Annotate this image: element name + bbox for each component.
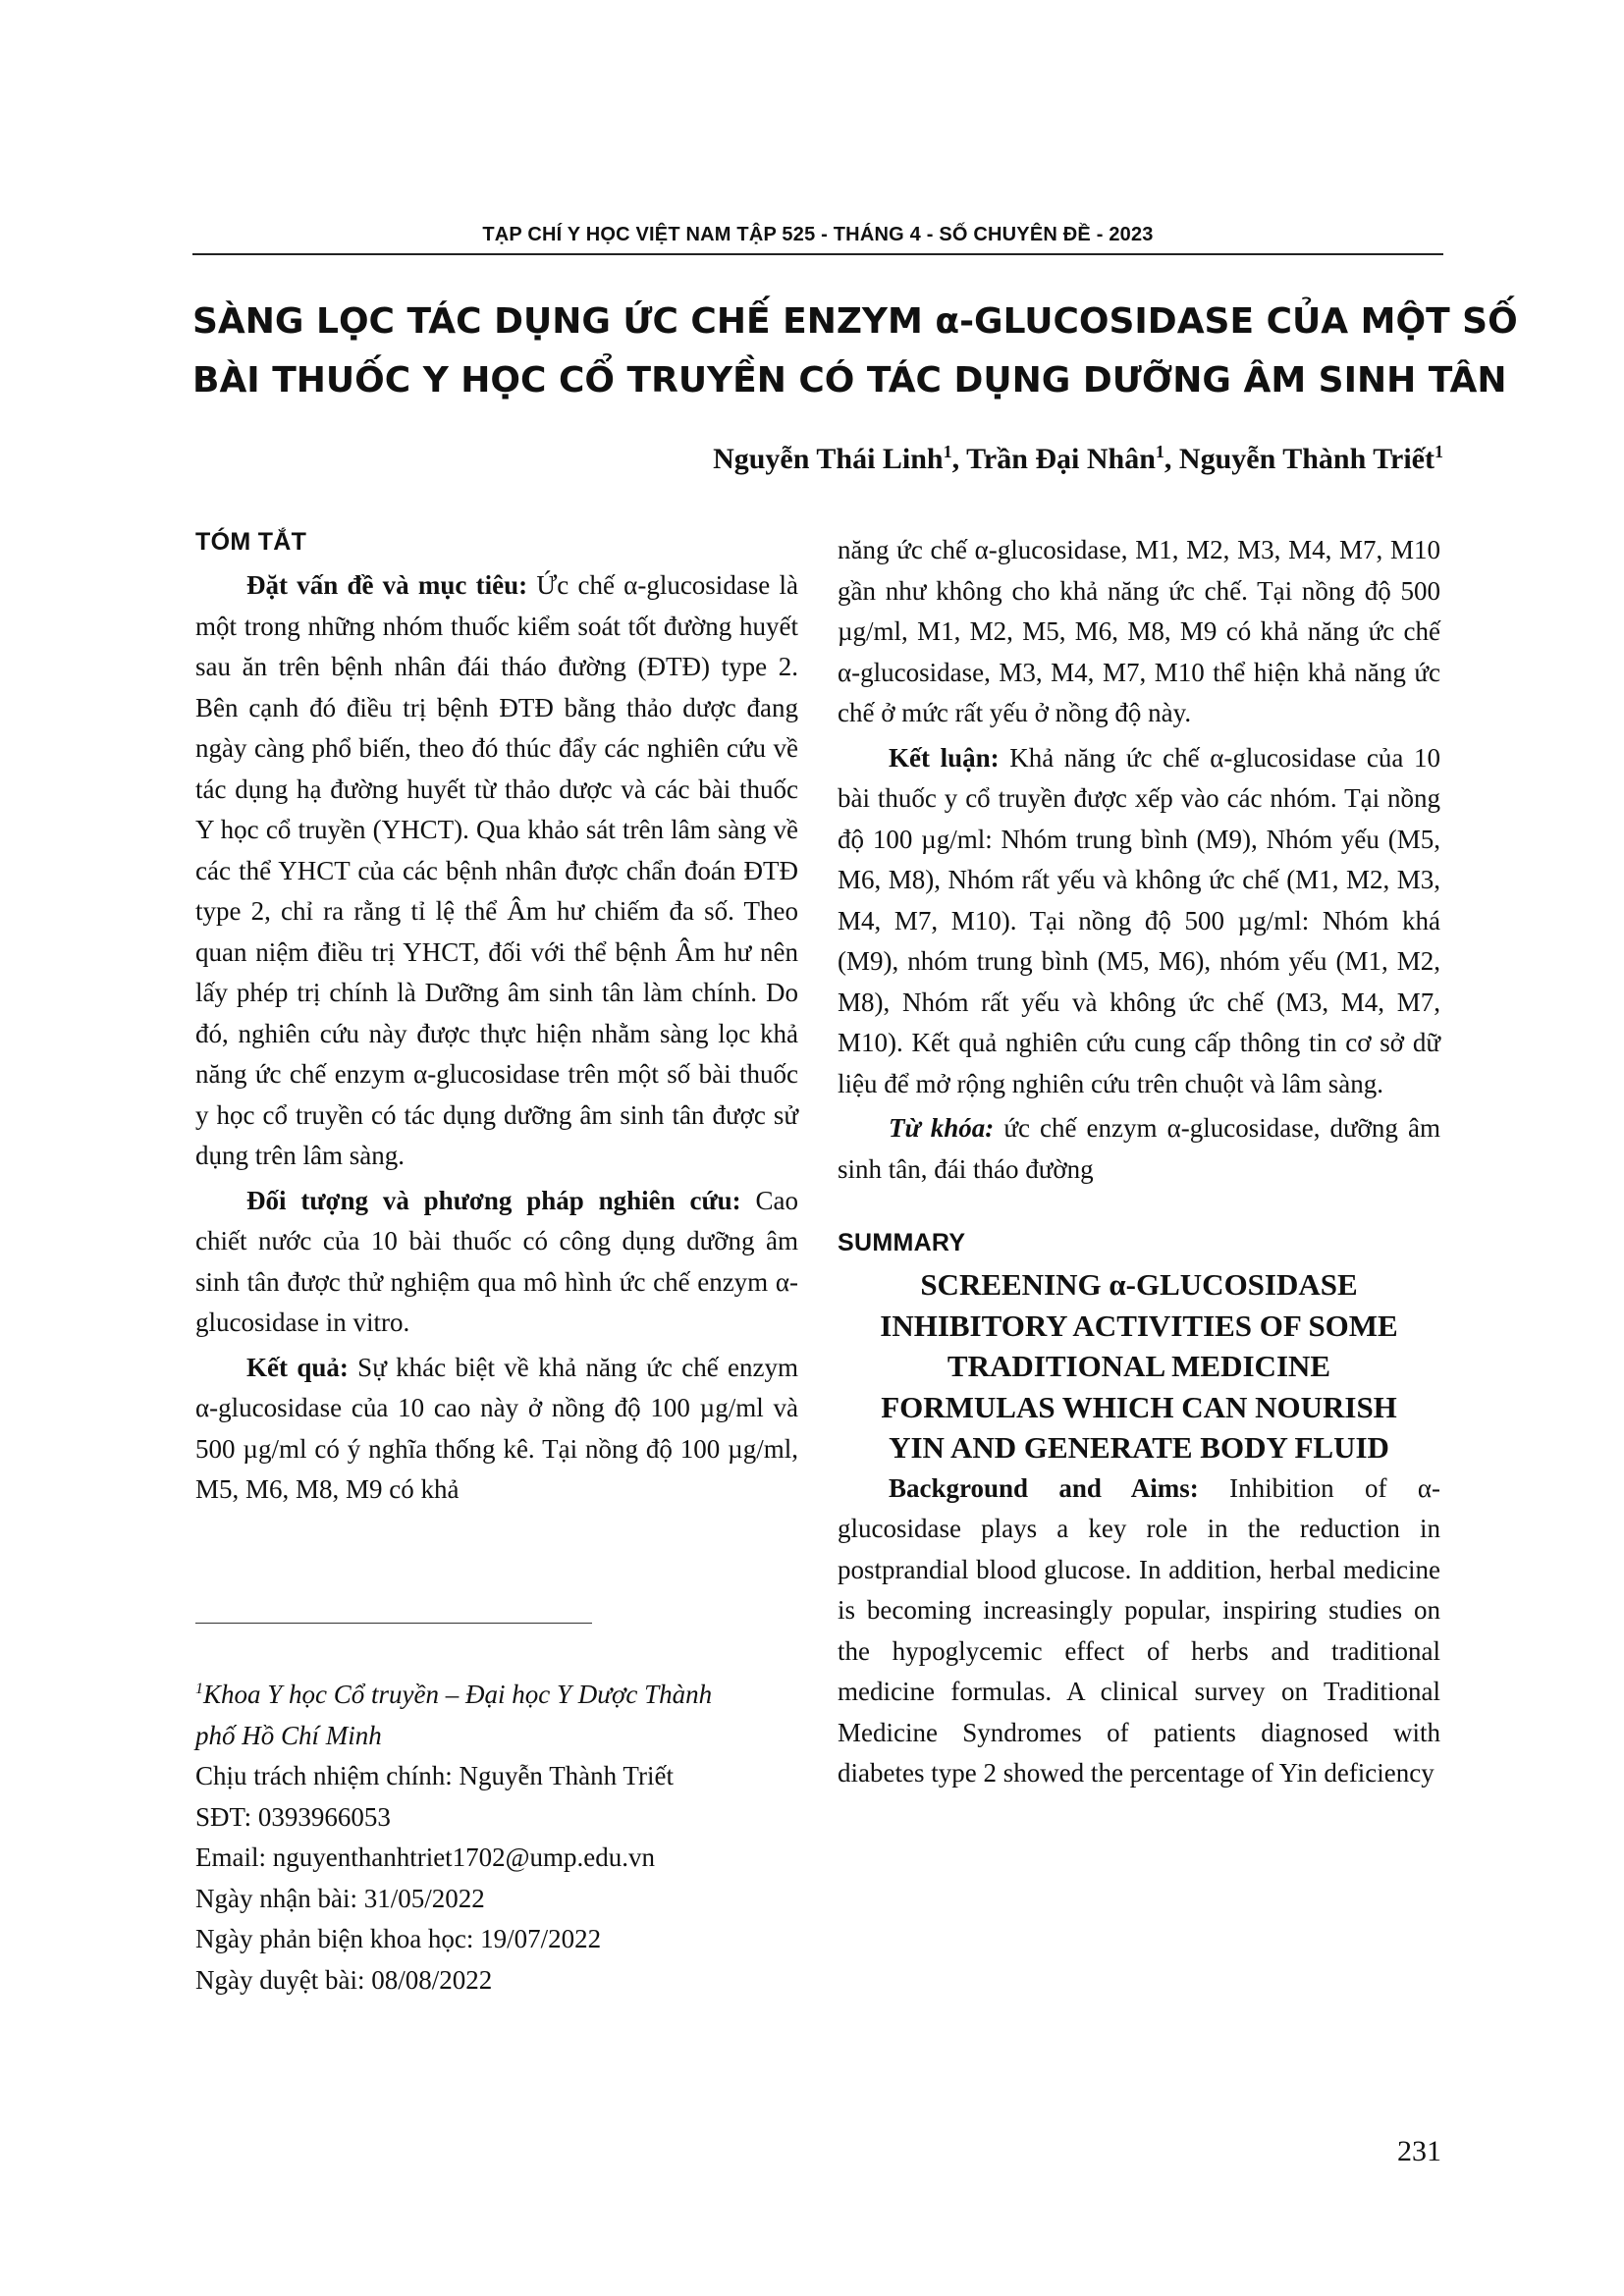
author-name: Trần Đại Nhân [966, 443, 1156, 475]
footnote-rule [195, 1623, 592, 1624]
paragraph-text: Ức chế α-glucosidase là một trong những nhóm thuốc kiểm soát tốt đường huyết sau ăn trên bệnh nhân đái tháo đường (ĐTĐ) type 2. Bên cạnh đó điều trị bệnh ĐTĐ bằng thảo dược đang ngày càng phổ biến, theo đó thúc đẩy các nghiên cứu về tác dụng hạ đường huyết từ thảo dược và các bài thuốc Y học cổ truyền (YHCT). Qua khảo sát trên lâm sàng về các thể YHCT của các bệnh nhân được chẩn đoán ĐTĐ type 2, chỉ ra rằng tỉ lệ thể Âm hư chiếm đa số. Theo quan niệm điều trị YHCT, đối với thể bệnh Âm hư nên lấy phép trị chính là Dưỡng âm sinh tân làm chính. Do đó, nghiên cứu này được thực hiện nhằm sàng lọc khả năng ức chế enzym α-glucosidase trên một số bài thuốc y học cổ truyền có tác dụng dưỡng âm sinh tân được sử dụng trên lâm sàng. [195, 570, 798, 1170]
left-column [195, 520, 798, 1511]
author-list [713, 442, 1443, 476]
keywords-text: ức chế enzym α-glucosidase, dưỡng âm sinh tân, đái tháo đường [838, 1113, 1440, 1184]
email: Email: nguyenthanhtriet1702@ump.edu.vn [195, 1842, 656, 1872]
abstract-background-paragraph [195, 565, 798, 1177]
paragraph-text: Cao chiết nước của 10 bài thuốc có công dụng dưỡng âm sinh tân được thử nghiệm qua mô hình ức chế enzym α-glucosidase in vitro. [195, 1185, 799, 1337]
affiliation-text: Khoa Y học Cổ truyền – Đại học Y Dược Thành [203, 1680, 713, 1709]
paragraph-label: Kết quả: [246, 1352, 349, 1382]
english-title [838, 1264, 1440, 1468]
author-affiliation-mark: 1 [1435, 442, 1443, 461]
running-header: TẠP CHÍ Y HỌC VIỆT NAM TẬP 525 - THÁNG 4 - SỐ CHUYÊN ĐỀ - 2023 [482, 224, 1154, 245]
right-column [838, 530, 1440, 1794]
affiliation-continued: phố Hồ Chí Minh [195, 1720, 382, 1750]
affiliation-mark: 1 [195, 1681, 203, 1697]
paragraph-label: Đối tượng và phương pháp nghiên cứu: [246, 1185, 741, 1215]
english-title-line: INHIBITORY ACTIVITIES OF SOME [880, 1308, 1398, 1343]
phone: SĐT: 0393966053 [195, 1801, 391, 1832]
keywords-paragraph [838, 1108, 1440, 1190]
paragraph-label: Kết luận: [889, 742, 1000, 773]
abstract-conclusion-paragraph [838, 738, 1440, 1105]
title-line: SÀNG LỌC TÁC DỤNG ỨC CHẾ ENZYM α-GLUCOSIDASE CỦA MỘT SỐ [192, 301, 1518, 342]
keywords-label: Từ khóa: [889, 1113, 995, 1143]
page-number: 231 [1397, 2135, 1441, 2167]
abstract-methods-paragraph [195, 1181, 798, 1344]
affiliation [195, 1669, 804, 1716]
paragraph-text: Khả năng ức chế α-glucosidase của 10 bài thuốc y cổ truyền được xếp vào các nhóm. Tại nồng độ 100 µg/ml: Nhóm trung bình (M9), Nhóm yếu (M5, M6, M8), Nhóm rất yếu và không ức chế (M1, M2, M3, M4, M7, M10). Tại nồng độ 500 µg/ml: Nhóm khá (M9), nhóm trung bình (M5, M6), nhóm yếu (M1, M2, M8), Nhóm rất yếu và không ức chế (M3, M4, M7, M10). Kết quả nghiên cứu cung cấp thông tin cơ sở dữ liệu để mở rộng nghiên cứu trên chuột và lâm sàng. [838, 742, 1440, 1098]
english-title-line: FORMULAS WHICH CAN NOURISH [881, 1389, 1397, 1424]
accepted-date: Ngày duyệt bài: 08/08/2022 [195, 1964, 493, 1995]
review-date: Ngày phản biện khoa học: 19/07/2022 [195, 1924, 602, 1953]
abstract-results-paragraph [195, 1348, 798, 1511]
paragraph-label: Đặt vấn đề và mục tiêu: [246, 570, 528, 600]
author-affiliation-mark: 1 [943, 442, 952, 461]
paragraph-text: Sự khác biệt về khả năng ức chế enzym α-glucosidase của 10 cao này ở nồng độ 100 µg/ml và 500 µg/ml có ý nghĩa thống kê. Tại nồng độ 100 µg/ml, M5, M6, M8, M9 có khả [195, 1352, 798, 1504]
article-title [192, 293, 1518, 410]
footnote [195, 1669, 804, 2001]
abstract-heading-vi: TÓM TẮT [195, 528, 307, 556]
english-title-line: TRADITIONAL MEDICINE [947, 1349, 1331, 1383]
paragraph-label: Background and Aims: [889, 1472, 1199, 1503]
author-name: Nguyễn Thành Triết [1178, 443, 1435, 475]
author-name: Nguyễn Thái Linh [713, 443, 944, 475]
paragraph-text: Inhibition of α-glucosidase plays a key role in the reduction in postprandial blood glucose. In addition, herbal medicine is becoming increasingly popular, inspiring studies on the hypoglycemic effect of herbs and traditional medicine formulas. A clinical survey on Traditional Medicine Syndromes of patients diagnosed with diabetes type 2 showed the percentage of Yin deficiency [838, 1472, 1440, 1788]
english-title-line: SCREENING α-GLUCOSIDASE [920, 1267, 1358, 1302]
summary-background-paragraph [838, 1468, 1440, 1794]
author-affiliation-mark: 1 [1155, 442, 1164, 461]
responsible-author: Chịu trách nhiệm chính: Nguyễn Thành Triết [195, 1761, 674, 1790]
summary-heading: SUMMARY [838, 1229, 966, 1256]
received-date: Ngày nhận bài: 31/05/2022 [195, 1883, 485, 1913]
english-title-line: YIN AND GENERATE BODY FLUID [889, 1430, 1389, 1465]
author-separator: , [951, 443, 967, 475]
title-line: BÀI THUỐC Y HỌC CỔ TRUYỀN CÓ TÁC DỤNG DƯỠNG ÂM SINH TÂN [192, 360, 1507, 400]
author-separator: , [1164, 443, 1179, 475]
abstract-results-continued: năng ức chế α-glucosidase, M1, M2, M3, M4, M7, M10 gần như không cho khả năng ức chế. Tại nồng độ 500 µg/ml, M1, M2, M5, M6, M8, M9 có khả năng ức chế α-glucosidase, M3, M4, M7, M10 thể hiện khả năng ức chế ở mức rất yếu ở nồng độ này. [838, 535, 1440, 727]
header-rule [192, 253, 1443, 255]
